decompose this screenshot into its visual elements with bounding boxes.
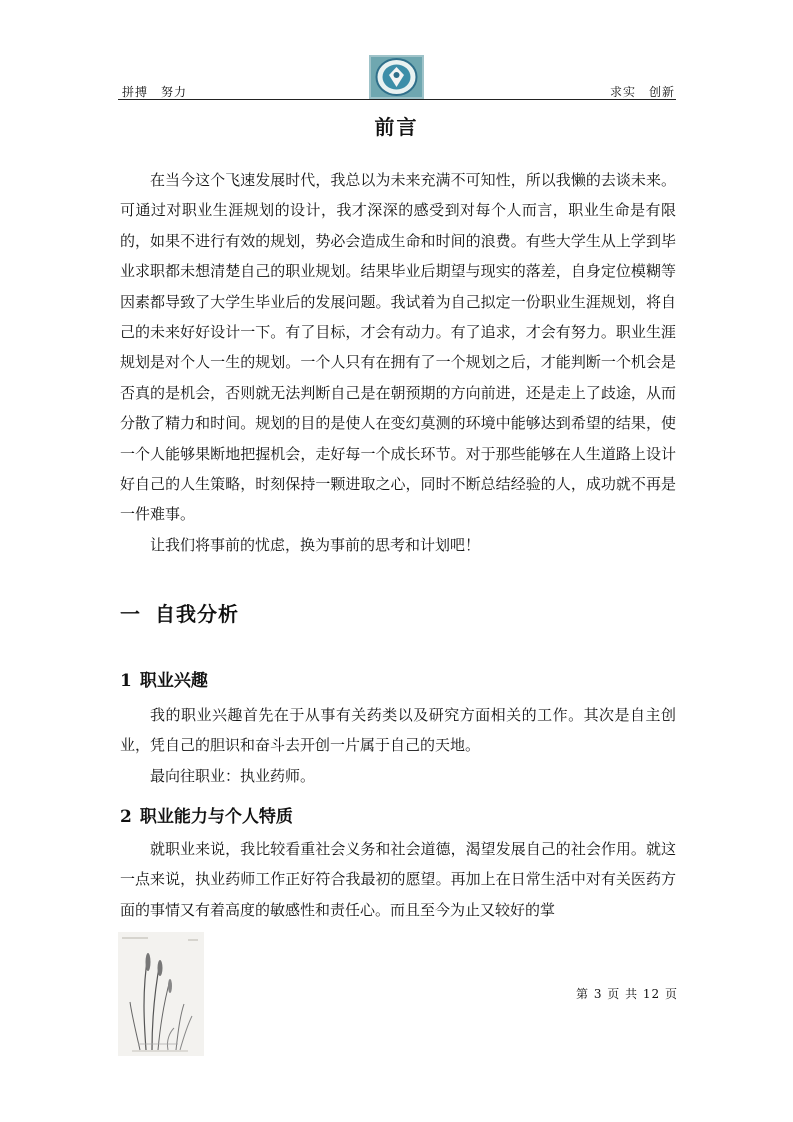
subsection-heading: [120, 666, 208, 691]
header-motto-right: 求实 创新: [610, 85, 676, 99]
subsection-title: 职业能力与个人特质: [139, 807, 293, 827]
page-number: 第 3 页 共 12 页: [576, 987, 678, 1001]
subsection-number: 2: [120, 807, 132, 827]
section-number: 一: [120, 602, 141, 626]
body-paragraph: 就职业来说，我比较看重社会义务和社会道德，渴望发展自己的社会作用。就这一点来说，执业药师工作正好符合我最初的愿望。再加上在日常生活中对有关医药方面的事情又有着高度的敏感性和责任心。而且至今为止又较好的掌: [120, 840, 676, 919]
preface-title: 前言: [374, 115, 419, 139]
subsection-title: 职业兴趣: [139, 671, 208, 691]
preface-body: [120, 165, 676, 560]
subsection-heading: [120, 802, 293, 827]
botanical-sketch-icon: [118, 932, 204, 1056]
section-heading: [120, 598, 239, 627]
header-divider: [118, 99, 676, 100]
preface-paragraph: 让我们将事前的忧虑，换为事前的思考和计划吧！: [150, 535, 481, 554]
subsection-body: [120, 700, 676, 791]
university-emblem-icon: [369, 55, 424, 99]
body-paragraph: 我的职业兴趣首先在于从事有关药类以及研究方面相关的工作。其次是自主创业，凭自己的胆识和奋斗去开创一片属于自己的天地。: [120, 706, 676, 755]
header-motto-left: 拼搏 努力: [122, 85, 188, 99]
preface-paragraph: 在当今这个飞速发展时代，我总以为未来充满不可知性，所以我懒的去谈未来。可通过对职业生涯规划的设计，我才深深的感受到对每个人而言，职业生命是有限的，如果不进行有效的规划，势必会造成生命和时间的浪费。有些大学生从上学到毕业求职都未想清楚自己的职业规划。结果毕业后期望与现实的落差，自身定位模糊等因素都导致了大学生毕业后的发展问题。我试着为自己拟定一份职业生涯规划，将自己的未来好好设计一下。有了目标，才会有动力。有了追求，才会有努力。职业生涯规划是对个人一生的规划。一个人只有在拥有了一个规划之后，才能判断一个机会是否真的是机会，否则就无法判断自己是在朝预期的方向前进，还是走上了歧途，从而分散了精力和时间。规划的目的是使人在变幻莫测的环境中能够达到希望的结果，使一个人能够果断地把握机会，走好每一个成长环节。对于那些能够在人生道路上设计好自己的人生策略，时刻保持一颗进取之心，同时不断总结经验的人，成功就不再是一件难事。: [120, 171, 676, 524]
section-title: 自我分析: [155, 602, 239, 626]
subsection-body: [120, 834, 676, 925]
body-paragraph: 最向往职业：执业药师。: [150, 766, 316, 785]
subsection-number: 1: [120, 671, 132, 691]
